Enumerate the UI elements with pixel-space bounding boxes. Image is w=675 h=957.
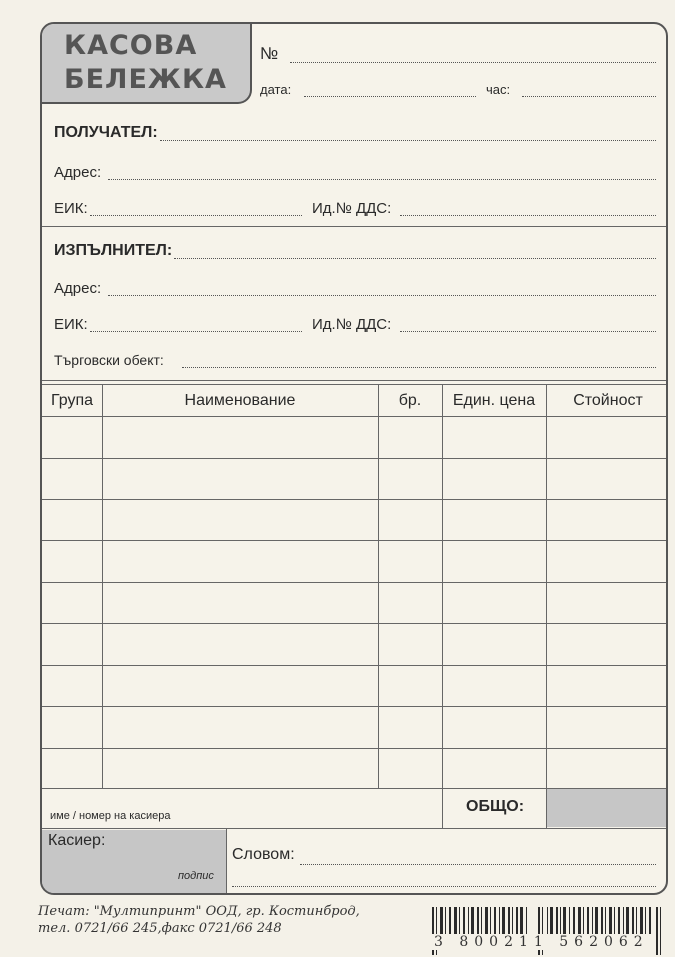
recipient-field[interactable]	[160, 140, 656, 141]
cashier-label: Касиер:	[48, 832, 106, 849]
table-row-line	[42, 540, 666, 541]
table-row-line	[42, 665, 666, 666]
column-divider	[442, 384, 443, 828]
contractor-eik-label: ЕИК:	[54, 316, 88, 333]
in-words-field[interactable]	[300, 864, 656, 865]
table-row-line	[42, 706, 666, 707]
contractor-vat-field[interactable]	[400, 331, 656, 332]
title-box	[42, 24, 252, 104]
receipt-form	[40, 22, 668, 895]
table-top-line	[42, 380, 666, 381]
table-row-line	[42, 458, 666, 459]
contractor-title: ИЗПЪЛНИТЕЛ:	[54, 242, 173, 259]
column-header-name: Наименование	[184, 392, 296, 409]
column-header-group: Група	[50, 392, 94, 409]
table-top-line-2	[42, 384, 666, 385]
table-header-line	[42, 416, 666, 417]
recipient-vat-label: Ид.№ ДДС:	[312, 200, 392, 217]
contractor-vat-label: Ид.№ ДДС:	[312, 316, 392, 333]
date-label: дата:	[260, 82, 292, 97]
column-divider	[102, 384, 103, 788]
contractor-address-label: Адрес:	[54, 280, 102, 297]
table-row-line	[42, 582, 666, 583]
table-row-line	[42, 623, 666, 624]
time-label: час:	[486, 82, 511, 97]
column-header-unit-price: Един. цена	[452, 392, 536, 409]
recipient-eik-label: ЕИК:	[54, 200, 88, 217]
contractor-address-field[interactable]	[108, 295, 656, 296]
contractor-eik-field[interactable]	[90, 331, 302, 332]
title-line-1: КАСОВА	[64, 30, 198, 61]
time-field[interactable]	[522, 96, 656, 97]
signature-label: подпис	[178, 870, 214, 882]
total-label: ОБЩО:	[466, 798, 525, 815]
recipient-address-label: Адрес:	[54, 164, 102, 181]
recipient-eik-field[interactable]	[90, 215, 302, 216]
contractor-field[interactable]	[174, 258, 656, 259]
column-header-qty: бр.	[398, 392, 422, 409]
recipient-address-field[interactable]	[108, 179, 656, 180]
total-value-box[interactable]	[547, 789, 668, 827]
table-row-line	[42, 499, 666, 500]
recipient-title: ПОЛУЧАТЕЛ:	[54, 124, 158, 141]
number-field[interactable]	[290, 62, 656, 63]
recipient-vat-field[interactable]	[400, 215, 656, 216]
title-line-2: БЕЛЕЖКА	[64, 64, 227, 95]
in-words-label: Словом:	[232, 846, 295, 863]
number-label: №	[260, 44, 279, 63]
divider	[42, 226, 666, 227]
column-divider	[546, 384, 547, 828]
printer-info-line-1: Печат: "Мултипринт" ООД, гр. Костинброд,	[38, 904, 360, 919]
bottom-divider	[42, 828, 666, 829]
cashier-divider	[226, 828, 227, 895]
in-words-field-2[interactable]	[232, 886, 656, 887]
shop-field[interactable]	[182, 367, 656, 368]
table-row-line	[42, 748, 666, 749]
cashier-hint: име / номер на касиера	[50, 810, 171, 822]
shop-label: Търговски обект:	[54, 352, 164, 368]
barcode-digits: 3 800211 562062	[434, 934, 649, 950]
date-field[interactable]	[304, 96, 476, 97]
column-divider	[378, 384, 379, 788]
column-header-value: Стойност	[573, 392, 643, 409]
printer-info-line-2: тел. 0721/66 245,факс 0721/66 248	[38, 921, 282, 936]
